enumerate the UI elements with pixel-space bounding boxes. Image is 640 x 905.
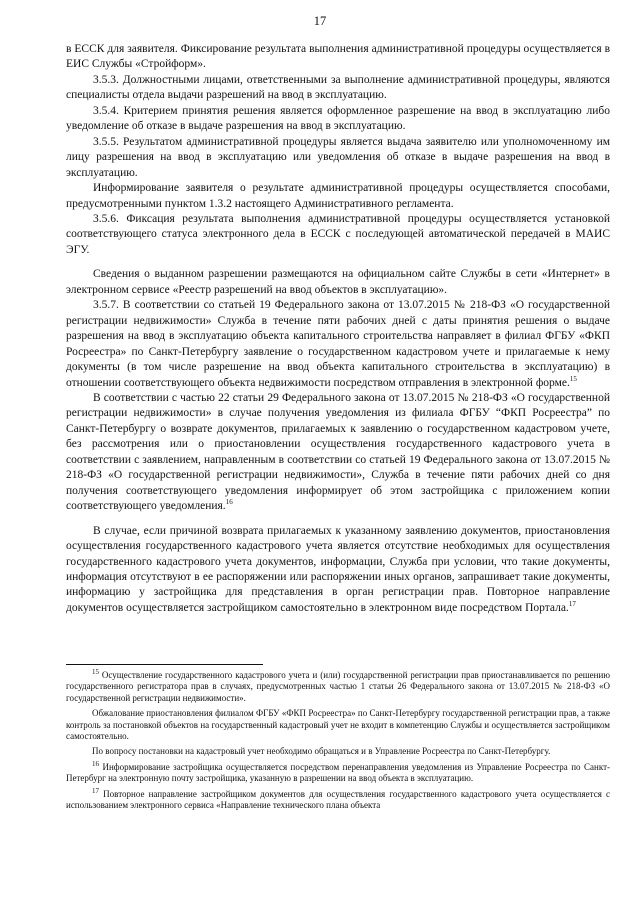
footnote-17-text: Повторное направление застройщиком документов для осуществления государственного кадастрового учета осуществляется с использованием электронного сервиса «Направление технического плана объекта	[66, 788, 610, 811]
paragraph-return-case-text: В случае, если причиной возврата прилагаемых к указанному заявлению документов, приостановления осуществления государственного кадастрового учета является отсутствие необходимых для осуществления государственного кадастрового учета документов, информации, Служба при условии, что такие документы, информация отсутствуют в ее распоряжении или распоряжении иных органов, запрашивает такие документы, информацию у застройщика для представления в орган регистрации прав. Повторное направление документов осуществляется застройщиком самостоятельно в электронном виде посредством Портала.	[66, 524, 610, 614]
paragraph-3-5-3: 3.5.3. Должностными лицами, ответственными за выполнение административной процедуры, являются специалисты отдела выдачи разрешений на ввод в эксплуатацию.	[66, 73, 610, 102]
footnote-separator	[66, 664, 263, 665]
paragraph-permit-registry: Сведения о выданном разрешении размещаются на официальном сайте Службы в сети «Интернет» в электронном сервисе «Реестр разрешений на ввод объектов в эксплуатацию».	[66, 268, 610, 296]
footnote-15-cont-2: По вопросу постановки на кадастровый учет необходимо обращаться и в Управление Росреестра по Санкт-Петербургу.	[92, 746, 551, 757]
paragraph-3-5-7	[66, 298, 610, 391]
footnote-ref-16[interactable]: 16	[225, 498, 233, 507]
paragraph-3-5-6: 3.5.6. Фиксация результата выполнения административной процедуры осуществляется установкой соответствующего статуса электронного дела в ЕССК с последующей автоматической передачей в МАИС ЭГУ.	[66, 212, 610, 256]
footnote-mark-17: 17	[92, 786, 99, 795]
footnote-16	[66, 759, 610, 785]
footnote-ref-15[interactable]: 15	[569, 374, 577, 383]
footnotes	[66, 670, 610, 811]
footnote-15	[66, 670, 610, 704]
paragraph-part-22-text: В соответствии с частью 22 статьи 29 Федерального закона от 13.07.2015 № 218-ФЗ «О государственной регистрации недвижимости» в случае получения уведомления из филиала ФГБУ “ФКП Росреестра” по Санкт-Петербургу о возврате документов, прилагаемых к заявлению о государственном кадастровом учете, без рассмотрения или о приостановлении осуществления государственного кадастрового учета в соответствии с заявлением, направленным в соответствии со статьей 19 Федерального закона от 13.07.2015 № 218-ФЗ «О государственной регистрации недвижимости», Служба в течение пяти рабочих дней со дня получения соответствующего уведомления информирует об этом застройщика с приложением копии соответствующего уведомления.	[66, 391, 610, 513]
footnote-15-text: Осуществление государственного кадастрового учета и (или) государственной регистрации прав приостанавливается по решению государственного регистратора прав в случаях, предусмотренных частью 1 статьи 26 Федерального закона от 13.07.2015 № 218-ФЗ «О государственной регистрации недвижимости».	[66, 670, 610, 703]
paragraph-3-5-5: 3.5.5. Результатом административной процедуры является выдача заявителю или уполномоченному им лицу разрешения на ввод в эксплуатацию или уведомления об отказе в выдаче разрешения на ввод в эксплуатацию.	[66, 135, 610, 179]
main-text	[66, 42, 610, 616]
footnote-mark-15: 15	[92, 668, 99, 676]
paragraph-return-case	[66, 524, 610, 617]
page-number: 17	[313, 14, 327, 28]
paragraph-continuation: в ЕССК для заявителя. Фиксирование результата выполнения административной процедуры осуществляется в ЕИС Службы «Стройформ».	[66, 43, 610, 71]
footnote-15-cont-1: Обжалование приостановления филиалом ФГБУ «ФКП Росреестра» по Санкт-Петербургу государственной регистрации прав, а также контроль за постановкой объектов на государственный кадастровый учет не входит в компетенцию Службы и осуществляется застройщиком самостоятельно.	[66, 708, 610, 742]
footnote-16-text: Информирование застройщика осуществляется посредством перенаправления уведомления из Управление Росреестра по Санкт-Петербург на электронную почту застройщика, указанную в разрешении на ввод объекта в эксплуатацию.	[66, 761, 610, 784]
paragraph-part-22	[66, 391, 610, 515]
footnote-ref-17[interactable]: 17	[568, 600, 576, 609]
paragraph-informing: Информирование заявителя о результате административной процедуры осуществляется способами, предусмотренными пунктом 1.3.2 настоящего Административного регламента.	[66, 182, 610, 210]
paragraph-3-5-7-text: 3.5.7. В соответствии со статьей 19 Федерального закона от 13.07.2015 № 218-ФЗ «О государственной регистрации недвижимости» Служба в течение пяти рабочих дней с даты принятия решения о выдаче разрешения на ввод в эксплуатацию объекта капитального строительства направляет в филиал ФГБУ «ФКП Росреестра» по Санкт-Петербургу заявление о государственном кадастровом учете и прилагаемые к нему документы (в том числе разрешение на ввод объекта капитального строительства в эксплуатацию) в отношении соответствующего объекта недвижимости посредством отправления в электронной форме.	[66, 299, 610, 389]
footnote-17	[66, 786, 610, 812]
paragraph-3-5-4: 3.5.4. Критерием принятия решения является оформленное разрешение на ввод в эксплуатацию либо уведомление об отказе в выдаче разрешения на ввод в эксплуатацию.	[66, 104, 610, 133]
footnote-mark-16: 16	[92, 759, 99, 768]
